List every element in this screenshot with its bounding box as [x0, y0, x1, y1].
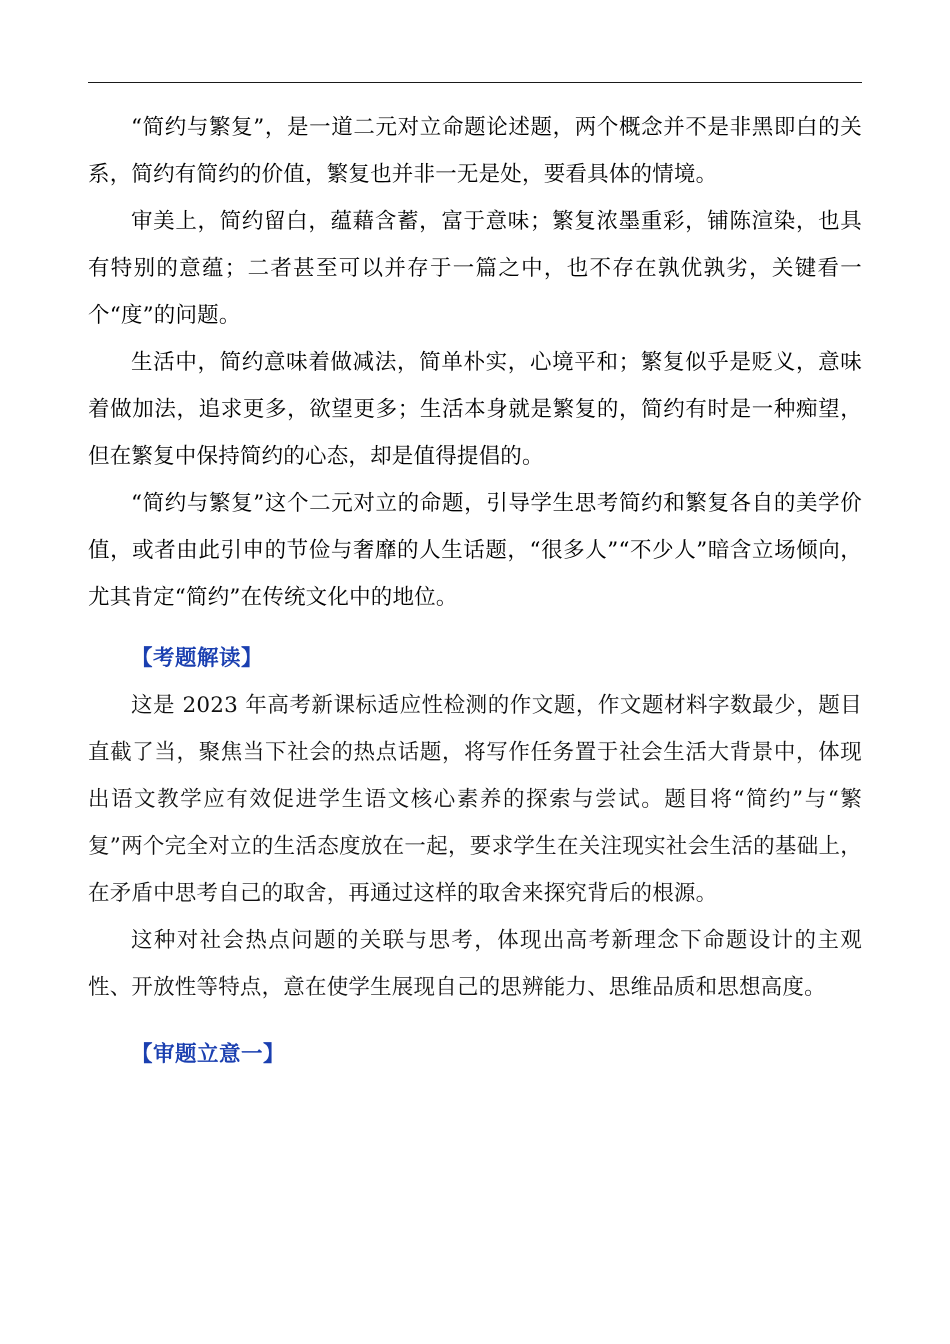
paragraph-2: 审美上，简约留白，蕴藉含蓄，富于意味；繁复浓墨重彩，铺陈渲染，也具有特别的意蕴；二者甚至可以并存于一篇之中，也不存在孰优孰劣，关键看一个“度”的问题。: [88, 209, 862, 328]
spacer: [88, 621, 862, 625]
section-heading-thesis-one: 【审题立意一】: [131, 1042, 286, 1067]
paragraph-3: 生活中，简约意味着做减法，简单朴实，心境平和；繁复似乎是贬义，意味着做加法，追求更多，欲望更多；生活本身就是繁复的，简约有时是一种痴望，但在繁复中保持简约的心态，却是值得提倡的。: [88, 350, 862, 469]
paragraph-4: “简约与繁复”这个二元对立的命题，引导学生思考简约和繁复各自的美学价值，或者由此引申的节俭与奢靡的人生话题，“很多人”“不少人”暗含立场倾向，尤其肯定“简约”在传统文化中的地位。: [88, 491, 862, 610]
spacer: [88, 1011, 862, 1023]
document-body: [88, 104, 862, 1078]
section-one-paragraph-1: 这是 2023 年高考新课标适应性检测的作文题，作文题材料字数最少，题目直截了当，聚焦当下社会的热点话题，将写作任务置于社会生活大背景中，体现出语文教学应有效促进学生语文核心素养的探索与尝试。题目将“简约”与“繁复”两个完全对立的生活态度放在一起，要求学生在关注现实社会生活的基础上，在矛盾中思考自己的取舍，再通过这样的取舍来探究背后的根源。: [88, 693, 862, 906]
section-heading-exam-interpretation: 【考题解读】: [131, 646, 264, 671]
header-divider: [88, 82, 862, 83]
paragraph-1: “简约与繁复”，是一道二元对立命题论述题，两个概念并不是非黑即白的关系，简约有简约的价值，繁复也并非一无是处，要看具体的情境。: [88, 115, 862, 187]
section-one-paragraph-2: 这种对社会热点问题的关联与思考，体现出高考新理念下命题设计的主观性、开放性等特点，意在使学生展现自己的思辨能力、思维品质和思想高度。: [88, 928, 862, 1000]
